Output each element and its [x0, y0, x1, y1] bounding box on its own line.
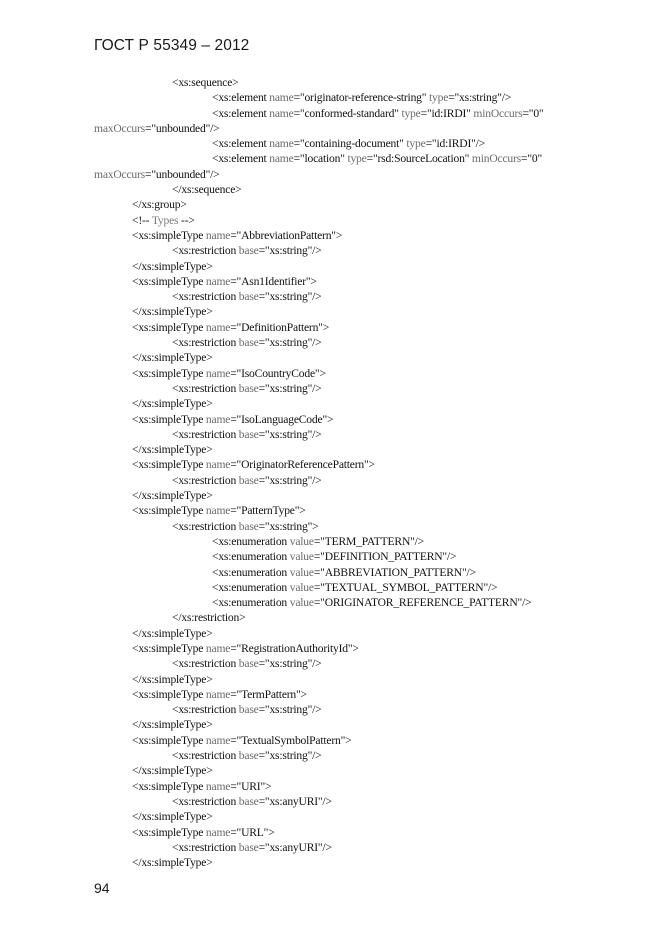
- code-text: <xs:element: [212, 91, 270, 105]
- code-text: ="containing-document": [293, 137, 407, 151]
- code-text: </xs:group>: [132, 198, 187, 212]
- code-text: ="TEXTUAL_SYMBOL_PATTERN"/>: [313, 580, 498, 594]
- code-line: [94, 534, 624, 549]
- code-text: </xs:simpleType>: [132, 810, 213, 824]
- code-attribute: base: [238, 657, 259, 671]
- code-text: </xs:restriction>: [172, 611, 246, 625]
- code-line: [94, 197, 624, 212]
- code-line: [94, 702, 624, 717]
- code-text: ="TERM_PATTERN"/>: [313, 534, 425, 548]
- code-attribute: name: [205, 458, 231, 472]
- code-attribute: value: [289, 534, 314, 548]
- code-line: [94, 748, 624, 763]
- code-text: <xs:simpleType: [132, 687, 206, 701]
- code-text: ="xs:string"/>: [258, 244, 322, 258]
- code-text: ="0": [522, 106, 544, 120]
- code-line: [94, 763, 624, 778]
- code-attribute: name: [205, 733, 231, 747]
- code-attribute: name: [205, 641, 231, 655]
- code-attribute: name: [205, 504, 231, 518]
- code-line: [94, 855, 624, 870]
- code-line: [94, 396, 624, 411]
- code-attribute: type: [429, 91, 449, 105]
- code-text: </xs:simpleType>: [132, 259, 213, 273]
- code-line: [94, 151, 624, 166]
- code-line: [94, 672, 624, 687]
- code-line: [94, 595, 624, 610]
- code-attribute: name: [205, 366, 231, 380]
- code-line: [94, 90, 624, 105]
- code-attribute: name: [205, 825, 231, 839]
- code-text: ="xs:string"/>: [258, 749, 322, 763]
- code-line: [94, 427, 624, 442]
- code-text: </xs:simpleType>: [132, 305, 213, 319]
- code-line: [94, 641, 624, 656]
- code-line: [94, 182, 624, 197]
- code-text: </xs:simpleType>: [132, 626, 213, 640]
- code-text: <xs:restriction: [172, 657, 239, 671]
- code-line: [94, 809, 624, 824]
- code-text: <xs:enumeration: [212, 580, 290, 594]
- code-text: ="xs:string"/>: [258, 381, 322, 395]
- code-attribute: name: [205, 687, 231, 701]
- code-text: ="IsoCountryCode">: [230, 366, 326, 380]
- code-text: </xs:sequence>: [172, 183, 242, 197]
- code-text: ="xs:string">: [258, 519, 319, 533]
- code-line: [94, 549, 624, 564]
- code-text: <!--: [132, 213, 152, 227]
- code-attribute: base: [238, 381, 259, 395]
- code-attribute: type: [401, 106, 421, 120]
- code-text: ="rsd:SourceLocation": [366, 152, 472, 166]
- code-line: [94, 442, 624, 457]
- code-text: ="TextualSymbolPattern">: [230, 733, 352, 747]
- code-attribute: value: [289, 550, 314, 564]
- code-line: [94, 733, 624, 748]
- code-text: ="IsoLanguageCode">: [230, 412, 334, 426]
- code-text: <xs:simpleType: [132, 779, 206, 793]
- code-text: </xs:simpleType>: [132, 397, 213, 411]
- code-text: <xs:simpleType: [132, 412, 206, 426]
- code-attribute: name: [269, 106, 294, 120]
- code-text: <xs:restriction: [172, 749, 239, 763]
- code-text: -->: [178, 213, 195, 227]
- code-text: ="OriginatorReferencePattern">: [230, 458, 375, 472]
- code-text: ="AbbreviationPattern">: [230, 228, 343, 242]
- code-text: ="location": [293, 152, 348, 166]
- code-line: [94, 825, 624, 840]
- code-text: ="URI">: [230, 779, 272, 793]
- code-text: ="xs:string"/>: [448, 91, 512, 105]
- code-text: ="originator-reference-string": [293, 91, 430, 105]
- code-line: [94, 121, 624, 136]
- code-text: ="ORIGINATOR_REFERENCE_PATTERN"/>: [313, 596, 532, 610]
- code-text: ="conformed-standard": [293, 106, 402, 120]
- code-attribute: base: [238, 794, 259, 808]
- code-attribute: value: [289, 580, 314, 594]
- code-text: ="DefinitionPattern">: [230, 320, 330, 334]
- code-attribute: type: [406, 137, 426, 151]
- code-line: [94, 213, 624, 228]
- code-line: [94, 335, 624, 350]
- code-text: ="0": [520, 152, 542, 166]
- code-attribute: name: [205, 274, 231, 288]
- code-line: [94, 626, 624, 641]
- code-line: [94, 840, 624, 855]
- code-text: <xs:simpleType: [132, 825, 206, 839]
- code-line: [94, 75, 624, 90]
- code-attribute: maxOccurs: [94, 121, 145, 135]
- code-attribute: maxOccurs: [94, 167, 145, 181]
- code-text: ="Asn1Identifier">: [230, 274, 317, 288]
- code-text: <xs:restriction: [172, 427, 239, 441]
- code-text: ="ABBREVIATION_PATTERN"/>: [313, 565, 476, 579]
- code-text: <xs:element: [212, 137, 270, 151]
- code-text: ="id:IRDI": [420, 106, 474, 120]
- code-line: [94, 687, 624, 702]
- code-text: </xs:simpleType>: [132, 856, 213, 870]
- code-line: [94, 656, 624, 671]
- code-attribute: minOccurs: [471, 152, 521, 166]
- code-line: [94, 243, 624, 258]
- code-text: <xs:simpleType: [132, 733, 206, 747]
- code-text: ="xs:anyURI"/>: [258, 794, 332, 808]
- code-line: [94, 473, 624, 488]
- code-line: [94, 580, 624, 595]
- code-attribute: base: [238, 244, 259, 258]
- code-text: <xs:simpleType: [132, 274, 206, 288]
- code-line: [94, 565, 624, 580]
- code-text: <xs:restriction: [172, 703, 239, 717]
- code-attribute: name: [205, 320, 231, 334]
- code-text: </xs:simpleType>: [132, 672, 213, 686]
- code-text: ="xs:string"/>: [258, 336, 322, 350]
- code-line: [94, 503, 624, 518]
- code-text: </xs:simpleType>: [132, 489, 213, 503]
- document-header: ГОСТ Р 55349 – 2012: [94, 37, 250, 54]
- code-text: ="DEFINITION_PATTERN"/>: [313, 550, 457, 564]
- code-text: <xs:restriction: [172, 381, 239, 395]
- code-line: [94, 779, 624, 794]
- code-text: </xs:simpleType>: [132, 443, 213, 457]
- code-text: <xs:simpleType: [132, 366, 206, 380]
- code-line: [94, 350, 624, 365]
- code-text: <xs:enumeration: [212, 565, 290, 579]
- page-number: 94: [94, 880, 110, 896]
- code-text: ="xs:string"/>: [258, 290, 322, 304]
- code-line: [94, 304, 624, 319]
- code-attribute: minOccurs: [473, 106, 523, 120]
- code-attribute: base: [238, 749, 259, 763]
- code-line: [94, 136, 624, 151]
- code-line: [94, 412, 624, 427]
- code-text: <xs:restriction: [172, 794, 239, 808]
- code-line: [94, 519, 624, 534]
- code-text: ="RegistrationAuthorityId">: [230, 641, 359, 655]
- code-line: [94, 259, 624, 274]
- code-line: [94, 274, 624, 289]
- code-text: <xs:simpleType: [132, 458, 206, 472]
- code-text: <xs:restriction: [172, 519, 239, 533]
- code-text: <xs:element: [212, 152, 270, 166]
- code-line: [94, 381, 624, 396]
- code-text: <xs:sequence>: [172, 76, 239, 89]
- code-attribute: value: [289, 596, 314, 610]
- code-line: [94, 106, 624, 121]
- code-text: <xs:simpleType: [132, 320, 206, 334]
- code-line: [94, 228, 624, 243]
- code-line: [94, 717, 624, 732]
- code-attribute: name: [205, 412, 231, 426]
- code-text: <xs:element: [212, 106, 270, 120]
- code-text: <xs:restriction: [172, 473, 239, 487]
- code-attribute: type: [347, 152, 367, 166]
- code-attribute: value: [289, 565, 314, 579]
- code-text: <xs:restriction: [172, 244, 239, 258]
- code-text: <xs:simpleType: [132, 641, 206, 655]
- code-text: <xs:restriction: [172, 290, 239, 304]
- code-text: ="TermPattern">: [230, 687, 307, 701]
- code-attribute: name: [205, 779, 231, 793]
- code-text: ="unbounded"/>: [145, 121, 220, 135]
- code-line: [94, 320, 624, 335]
- code-attribute: base: [238, 473, 259, 487]
- code-line: [94, 167, 624, 182]
- code-text: ="xs:string"/>: [258, 427, 322, 441]
- code-attribute: name: [269, 152, 294, 166]
- code-text: <xs:restriction: [172, 840, 239, 854]
- code-attribute: base: [238, 290, 259, 304]
- code-text: ="xs:string"/>: [258, 703, 322, 717]
- code-text: ="unbounded"/>: [145, 167, 220, 181]
- code-text: <xs:enumeration: [212, 596, 290, 610]
- xsd-code-listing: [94, 75, 624, 870]
- code-comment: Types: [151, 213, 179, 227]
- code-text: <xs:enumeration: [212, 550, 290, 564]
- code-text: </xs:simpleType>: [132, 351, 213, 365]
- code-attribute: base: [238, 703, 259, 717]
- code-attribute: base: [238, 840, 259, 854]
- code-text: <xs:enumeration: [212, 534, 290, 548]
- code-text: ="PatternType">: [230, 504, 306, 518]
- code-attribute: name: [205, 228, 231, 242]
- code-attribute: base: [238, 336, 259, 350]
- code-line: [94, 794, 624, 809]
- code-line: [94, 488, 624, 503]
- code-text: <xs:simpleType: [132, 228, 206, 242]
- code-attribute: base: [238, 519, 259, 533]
- code-attribute: name: [269, 137, 294, 151]
- code-text: ="xs:anyURI"/>: [258, 840, 332, 854]
- code-line: [94, 457, 624, 472]
- code-text: ="id:IRDI"/>: [425, 137, 486, 151]
- code-attribute: base: [238, 427, 259, 441]
- code-text: <xs:restriction: [172, 336, 239, 350]
- code-text: <xs:simpleType: [132, 504, 206, 518]
- code-text: </xs:simpleType>: [132, 764, 213, 778]
- code-text: ="xs:string"/>: [258, 473, 322, 487]
- code-text: ="URL">: [230, 825, 275, 839]
- code-line: [94, 366, 624, 381]
- code-attribute: name: [269, 91, 294, 105]
- code-text: </xs:simpleType>: [132, 718, 213, 732]
- code-line: [94, 610, 624, 625]
- code-line: [94, 289, 624, 304]
- code-text: ="xs:string"/>: [258, 657, 322, 671]
